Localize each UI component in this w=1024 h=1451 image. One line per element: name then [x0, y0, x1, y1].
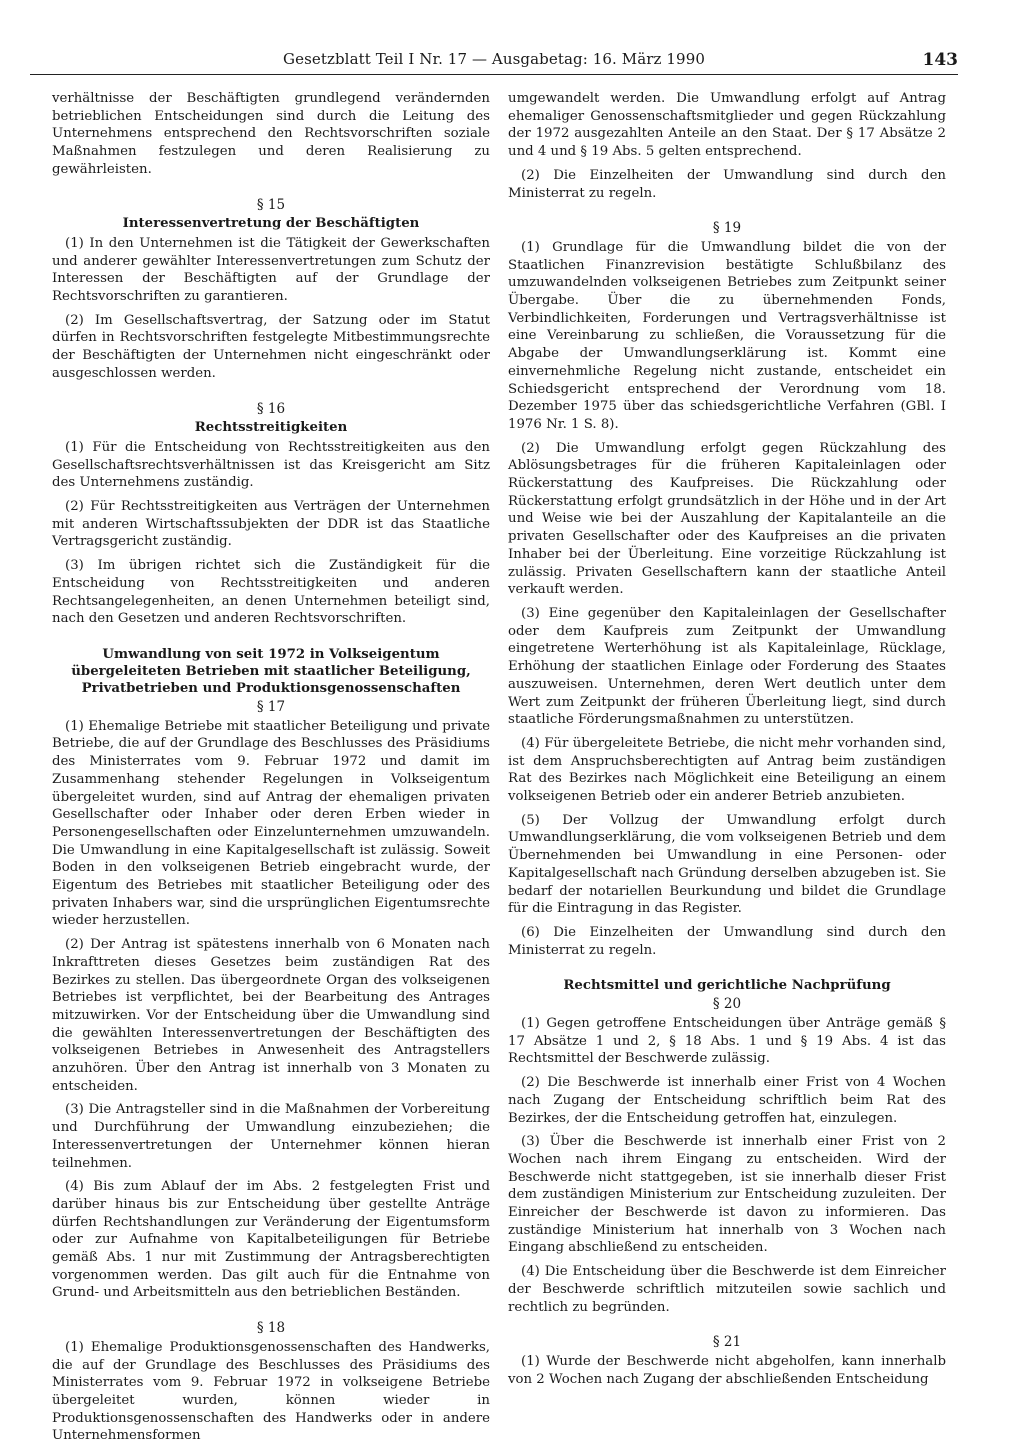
section-title-16: Rechtsstreitigkeiten: [194, 420, 348, 436]
paragraph: (1) Ehemalige Betriebe mit staatlicher Beteiligung und private Betriebe, die auf der Grundlage des Beschlusses des Präsidiums des Ministerrates vom 9. Februar 1972 und damit im Zusammenhang stehender Regelungen in Volkseigentum übergeleitet wurden, sind auf Antrag der ehemaligen privaten Gesellschafter oder Inhaber oder deren Erben wieder in Personengesellschaften oder Einzelunternehmen umzuwandeln. Die Umwandlung in eine Kapitalgesellschaft ist zulässig. Soweit Boden in den volkseigenen Betrieb eingebracht wurde, der Eigentum des Betriebes mit staatlicher Beteiligung oder des privaten Inhabers war, sind die ursprünglichen Eigentumsrechte wieder herzustellen.: [52, 718, 490, 929]
section-number-21: § 21: [712, 1334, 742, 1351]
paragraph: (3) Im übrigen richtet sich die Zuständigkeit für die Entscheidung von Rechtsstreitigkeiten und anderen Rechtsangelegenheiten, an denen Unternehmen beteiligt sind, nach den Gesetzen und anderen Rechtsvorschriften.: [52, 558, 490, 627]
paragraph: verhältnisse der Beschäftigten grundlegend verändernden betrieblichen Entscheidungen sind durch die Leitung des Unternehmens entsprechend den Rechtsvorschriften soziale Maßnahmen festzulegen und deren Realisierung zu gewährleisten.: [52, 91, 490, 177]
paragraph: (3) Über die Beschwerde ist innerhalb einer Frist von 2 Wochen nach ihrem Eingang zu entscheiden. Wird der Beschwerde nicht stattgegeben, ist sie innerhalb dieser Frist dem zuständigen Ministerium zur Entscheidung zuzuleiten. Der Einreicher der Beschwerde ist davon zu informieren. Das zuständige Ministerium hat innerhalb von 3 Wochen nach Eingang abschließend zu entscheiden.: [508, 1134, 946, 1256]
chapter-heading-umwandlung: Umwandlung von seit 1972 in Volkseigentum übergeleiteten Betrieben mit staatlicher Beteiligung, Privatbetrieben und Produktionsgenossenschaften: [71, 646, 471, 696]
paragraph: (4) Für übergeleitete Betriebe, die nicht mehr vorhanden sind, ist dem Anspruchsberechtigten auf Antrag beim zuständigen Rat des Bezirkes nach Möglichkeit eine Beteiligung an einem volkseigenen Betrieb oder ein anderer Betrieb anzubieten.: [508, 735, 946, 805]
paragraph: (1) Für die Entscheidung von Rechtsstreitigkeiten aus den Gesellschaftsrechtsverhältnissen ist das Kreisgericht am Sitz des Unternehmens zuständig.: [52, 439, 490, 491]
page-header: [30, 50, 958, 75]
left-column: [52, 90, 490, 1451]
paragraph: (2) Die Beschwerde ist innerhalb einer Frist von 4 Wochen nach Zugang der Entscheidung schriftlich beim Rat des Bezirkes, der die Entscheidung getroffen hat, einzulegen.: [508, 1075, 946, 1126]
paragraph: (1) Wurde der Beschwerde nicht abgeholfen, kann innerhalb von 2 Wochen nach Zugang der abschließenden Entscheidung: [508, 1354, 946, 1387]
section-number-18: § 18: [256, 1320, 286, 1337]
right-column: [508, 90, 946, 1394]
paragraph: (1) In den Unternehmen ist die Tätigkeit der Gewerkschaften und anderer gewählter Interessenvertretungen zum Schutz der Interessen der Beschäftigten auf der Grundlage der Rechtsvorschriften zu garantieren.: [52, 235, 490, 305]
paragraph: (3) Eine gegenüber den Kapitaleinlagen der Gesellschafter oder dem Kaufpreis zum Zeitpunkt der Umwandlung eingetretene Werterhöhung ist als Kapitaleinlage, Rücklage, Erhöhung der staatlichen Einlage oder Forderung des Staates auszuweisen. Unternehmen, deren Wert deutlich unter dem Wert zum Zeitpunkt der früheren Überleitung liegt, sind durch staatliche Förderungsmaßnahmen zu unterstützen.: [508, 605, 946, 728]
section-number-15: § 15: [256, 196, 286, 213]
paragraph: (3) Die Antragsteller sind in die Maßnahmen der Vorbereitung und Durchführung der Umwandlung einzubeziehen; die Interessenvertretungen der Unternehmer können hieran teilnehmen.: [52, 1102, 490, 1171]
chapter-heading-rechtsmittel: Rechtsmittel und gerichtliche Nachprüfung: [563, 978, 891, 994]
paragraph: (2) Die Einzelheiten der Umwandlung sind durch den Ministerrat zu regeln.: [508, 167, 946, 201]
section-number-17: § 17: [256, 698, 286, 715]
paragraph: (1) Gegen getroffene Entscheidungen über Anträge gemäß § 17 Absätze 1 und 2, § 18 Abs. 1 und § 19 Abs. 4 ist das Rechtsmittel der Beschwerde zulässig.: [508, 1016, 946, 1067]
paragraph: (4) Bis zum Ablauf der im Abs. 2 festgelegten Frist und darüber hinaus bis zur Entscheidung über gestellte Anträge dürfen Rechtshandlungen zur Veränderung der Eigentumsform oder zur Aufnahme von Kapitalbeteiligungen für Betriebe gemäß Abs. 1 nur mit Zustimmung der Antragsberechtigten vorgenommen werden. Das gilt auch für die Entnahme von Grund- und Arbeitsmitteln aus den betrieblichen Beständen.: [52, 1179, 490, 1301]
section-number-20: § 20: [712, 996, 742, 1013]
paragraph: (2) Der Antrag ist spätestens innerhalb von 6 Monaten nach Inkrafttreten dieses Gesetzes beim zuständigen Rat des Bezirkes zu stellen. Das übergeordnete Organ des volkseigenen Betriebes ist verpflichtet, bei der Bearbeitung des Antrages mitzuwirken. Vor der Entscheidung über die Umwandlung sind die gewählten Interessenvertretungen der Beschäftigten des volkseigenen Betriebes in Anwesenheit des Antragstellers anzuhören. Über den Antrag ist innerhalb von 3 Monaten zu entscheiden.: [52, 937, 490, 1094]
paragraph: (4) Die Entscheidung über die Beschwerde ist dem Einreicher der Beschwerde schriftlich mitzuteilen sowie sachlich und rechtlich zu begründen.: [508, 1264, 946, 1315]
running-head: Gesetzblatt Teil I Nr. 17 — Ausgabetag: 16. März 1990: [283, 50, 705, 68]
paragraph: (2) Für Rechtsstreitigkeiten aus Verträgen der Unternehmen mit anderen Wirtschaftssubjekten der DDR ist das Staatliche Vertragsgericht zuständig.: [52, 499, 490, 550]
page-number: 143: [922, 50, 958, 70]
paragraph: (1) Ehemalige Produktionsgenossenschaften des Handwerks, die auf der Grundlage des Beschlusses des Präsidiums des Ministerrates vom 9. Februar 1972 in volkseigene Betriebe übergeleitet wurden, können wieder in Produktionsgenossenschaften des Handwerks oder in andere Unternehmensformen: [52, 1339, 490, 1444]
paragraph: (6) Die Einzelheiten der Umwandlung sind durch den Ministerrat zu regeln.: [508, 924, 946, 958]
section-number-19: § 19: [712, 220, 742, 237]
section-number-16: § 16: [256, 400, 286, 417]
paragraph: (5) Der Vollzug der Umwandlung erfolgt durch Umwandlungserklärung, die vom volkseigenen Betrieb und dem Übernehmenden bei Umwandlung in eine Personen- oder Kapitalgesellschaft nach Gründung derselben abzugeben ist. Sie bedarf der notariellen Beurkundung und bildet die Grundlage für die Eintragung in das Register.: [508, 812, 946, 917]
paragraph: (2) Die Umwandlung erfolgt gegen Rückzahlung des Ablösungsbetrages für die früheren Kapitaleinlagen oder Rückerstattung des Kaufpreises. Die Rückzahlung oder Rückerstattung erfolgt grundsätzlich in der Höhe und in der Art und Weise wie bei der Auszahlung der Kapitalanteile an die privaten Gesellschafter oder des Kaufpreises an die privaten Inhaber bei der Überleitung. Eine vorzeitige Rückzahlung ist zulässig. Privaten Gesellschaftern kann der staatliche Anteil verkauft werden.: [508, 440, 946, 598]
paragraph: (1) Grundlage für die Umwandlung bildet die von der Staatlichen Finanzrevision bestätigte Schlußbilanz des umzuwandelnden volkseigenen Betriebes zum Zeitpunkt seiner Übergabe. Über die zu übernehmenden Fonds, Verbindlichkeiten, Forderungen und Vertragsverhältnisse ist eine Vereinbarung zu schließen, die Voraussetzung für die Abgabe der Umwandlungserklärung ist. Kommt eine einvernehmliche Regelung nicht zustande, entscheidet ein Schiedsgericht entsprechend der Verordnung vom 18. Dezember 1975 über das schiedsgerichtliche Verfahren (GBl. I 1976 Nr. 1 S. 8).: [508, 239, 946, 432]
section-title-15: Interessenvertretung der Beschäftigten: [122, 216, 420, 232]
paragraph: umgewandelt werden. Die Umwandlung erfolgt auf Antrag ehemaliger Genossenschaftsmitglieder und gegen Rückzahlung der 1972 ausgezahlten Anteile an den Staat. Der § 17 Absätze 2 und 4 und § 19 Abs. 5 gelten entsprechend.: [508, 91, 946, 160]
paragraph: (2) Im Gesellschaftsvertrag, der Satzung oder im Statut dürfen in Rechtsvorschriften festgelegte Mitbestimmungsrechte der Beschäftigten der Unternehmen nicht eingeschränkt oder ausgeschlossen werden.: [52, 312, 490, 381]
